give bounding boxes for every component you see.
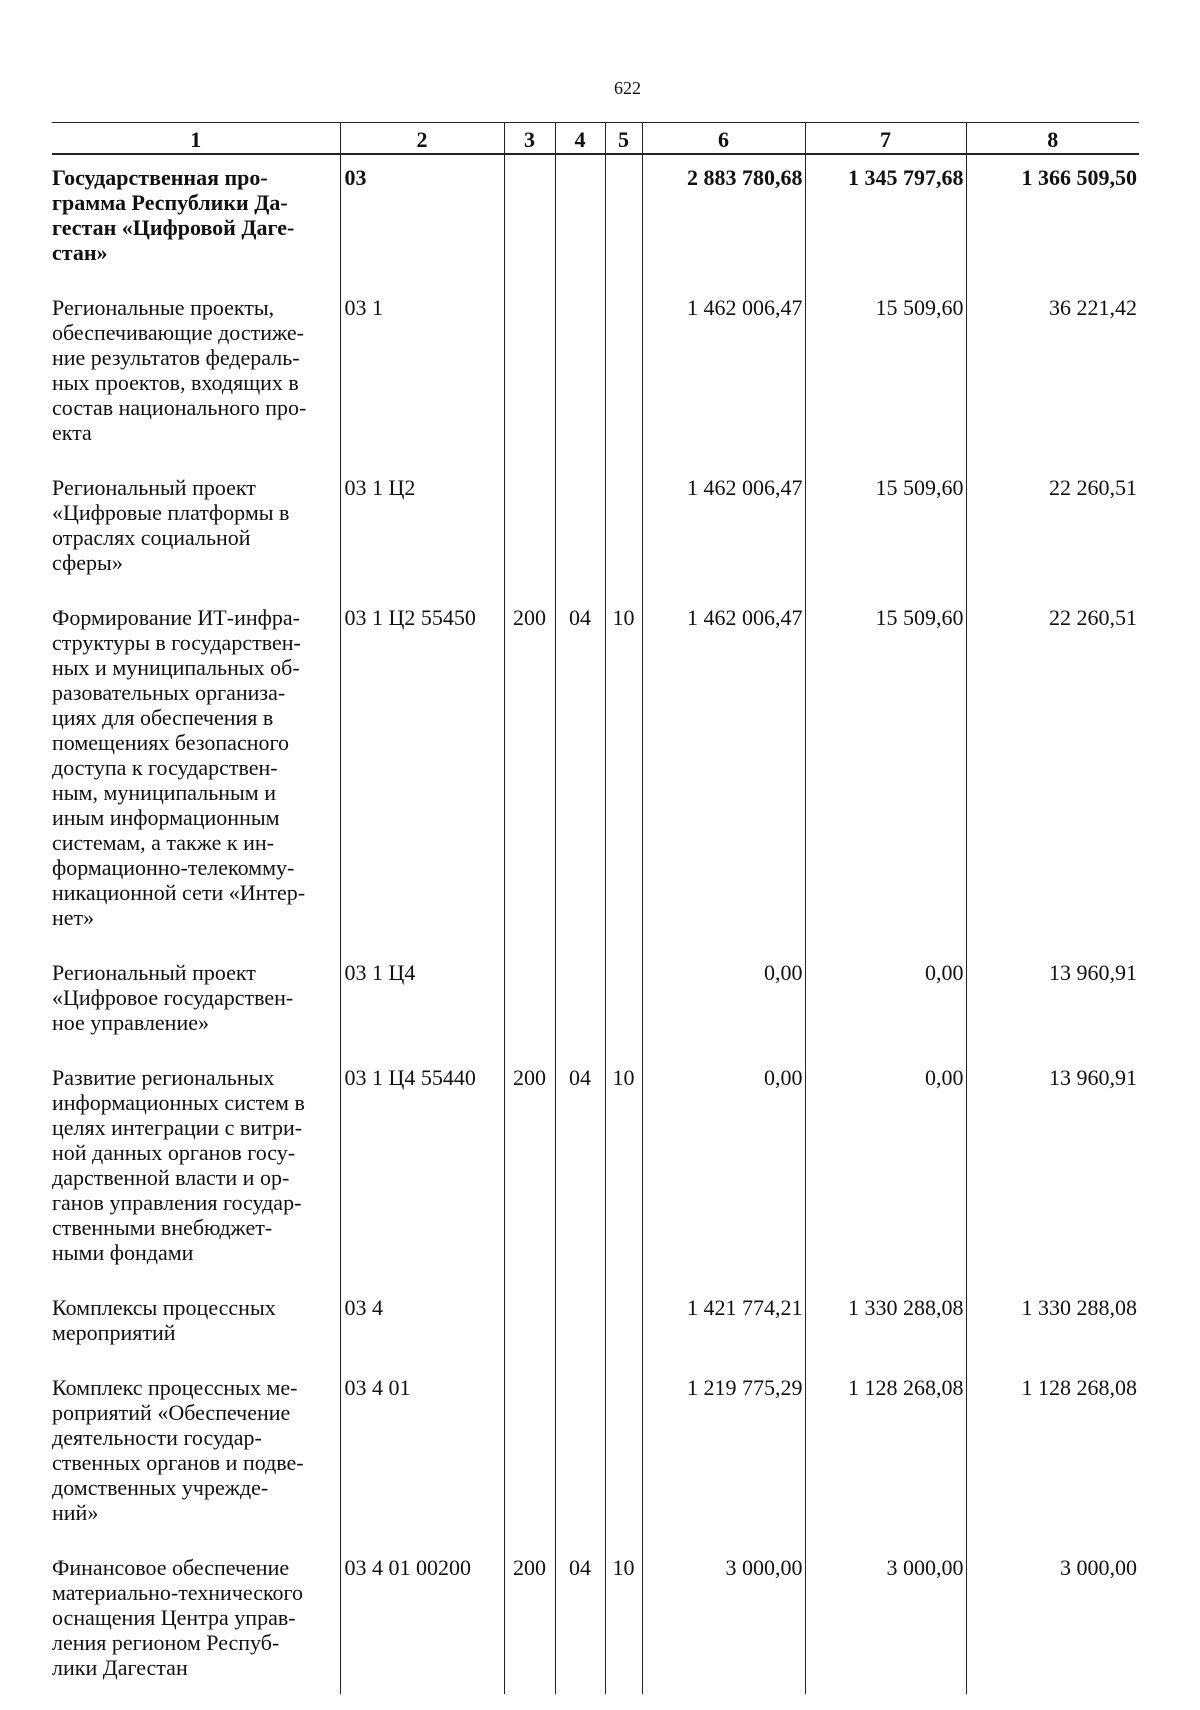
amount-col-8: 22 260,51 (966, 465, 1139, 595)
column-header: 7 (805, 123, 966, 155)
subsection-code (605, 465, 642, 595)
item-name: Комплекс процессных ме- роприятий «Обеспечение деятельности государ- ственных органов и подве- домственных учрежде- ний» (52, 1375, 304, 1525)
item-name: Региональный проект «Цифровые платформы в отраслях социальной сферы» (52, 475, 290, 575)
item-name: Региональные проекты, обеспечивающие достиже- ние результатов федераль- ных проектов, входящих в состав национального про- екта (52, 295, 307, 445)
table-row (52, 1545, 1139, 1694)
subsection-code (605, 950, 642, 1055)
amount-col-8: 1 366 509,50 (966, 154, 1139, 285)
amount-col-8: 22 260,51 (966, 595, 1139, 950)
subsection-code (605, 1285, 642, 1365)
expense-type-code (504, 950, 555, 1055)
amount-col-6: 1 219 775,29 (642, 1365, 805, 1545)
amount-col-7: 15 509,60 (805, 285, 966, 465)
section-code (555, 1285, 605, 1365)
table-row (52, 595, 1139, 950)
subsection-code: 10 (605, 1545, 642, 1694)
amount-col-6: 1 462 006,47 (642, 595, 805, 950)
table-row (52, 1055, 1139, 1285)
amount-col-7: 3 000,00 (805, 1545, 966, 1694)
amount-col-8: 3 000,00 (966, 1545, 1139, 1694)
expense-type-code (504, 154, 555, 285)
table-row (52, 950, 1139, 1055)
subsection-code (605, 154, 642, 285)
expense-type-code (504, 465, 555, 595)
item-name: Финансовое обеспечение материально-технического оснащения Центра управ- ления регионом Респуб- лики Дагестан (52, 1555, 304, 1680)
item-code: 03 4 (340, 1285, 504, 1365)
page-number: 622 (614, 78, 641, 98)
column-header: 6 (642, 123, 805, 155)
amount-col-7: 15 509,60 (805, 465, 966, 595)
subsection-code: 10 (605, 595, 642, 950)
item-name: Комплексы процессных мероприятий (52, 1295, 276, 1345)
amount-col-6: 1 462 006,47 (642, 285, 805, 465)
column-header: 5 (605, 123, 642, 155)
table-row (52, 154, 1139, 285)
item-code: 03 (340, 154, 504, 285)
section-code: 04 (555, 1545, 605, 1694)
amount-col-7: 0,00 (805, 950, 966, 1055)
item-code: 03 1 (340, 285, 504, 465)
column-header: 1 (52, 123, 340, 155)
amount-col-7: 0,00 (805, 1055, 966, 1285)
item-code: 03 1 Ц2 (340, 465, 504, 595)
item-name: Формирование ИТ-инфра- структуры в государствен- ных и муниципальных об- разовательных организа- циях для обеспечения в помещениях безопасного доступа к государствен- ным, муниципальным и иным информационным системам, а также к ин- формационно-телекомму- никационной сети «Интер- нет» (52, 605, 306, 930)
item-name: Государственная про- грамма Республики Да- гестан «Цифровой Даге- стан» (52, 165, 295, 265)
amount-col-6: 1 462 006,47 (642, 465, 805, 595)
amount-col-8: 13 960,91 (966, 1055, 1139, 1285)
amount-col-8: 1 330 288,08 (966, 1285, 1139, 1365)
section-code (555, 465, 605, 595)
header-row (52, 123, 1139, 155)
subsection-code: 10 (605, 1055, 642, 1285)
subsection-code (605, 1365, 642, 1545)
expense-type-code: 200 (504, 1545, 555, 1694)
column-header: 4 (555, 123, 605, 155)
section-code (555, 285, 605, 465)
section-code (555, 950, 605, 1055)
item-code: 03 4 01 00200 (340, 1545, 504, 1694)
amount-col-8: 13 960,91 (966, 950, 1139, 1055)
amount-col-7: 15 509,60 (805, 595, 966, 950)
expense-type-code (504, 1285, 555, 1365)
amount-col-6: 2 883 780,68 (642, 154, 805, 285)
column-header: 3 (504, 123, 555, 155)
item-code: 03 1 Ц4 (340, 950, 504, 1055)
amount-col-6: 0,00 (642, 1055, 805, 1285)
table-row (52, 285, 1139, 465)
item-code: 03 1 Ц2 55450 (340, 595, 504, 950)
column-header: 8 (966, 123, 1139, 155)
amount-col-6: 0,00 (642, 950, 805, 1055)
table-row (52, 1365, 1139, 1545)
section-code (555, 1365, 605, 1545)
amount-col-6: 3 000,00 (642, 1545, 805, 1694)
amount-col-7: 1 128 268,08 (805, 1365, 966, 1545)
item-name: Развитие региональных информационных систем в целях интеграции с витри- ной данных органов госу- дарственной власти и ор- ганов управления государ- ственными внебюджет- ными фондами (52, 1065, 305, 1265)
expense-type-code (504, 1365, 555, 1545)
amount-col-6: 1 421 774,21 (642, 1285, 805, 1365)
expense-type-code: 200 (504, 1055, 555, 1285)
table-row (52, 1285, 1139, 1365)
section-code: 04 (555, 1055, 605, 1285)
expense-type-code (504, 285, 555, 465)
column-header: 2 (340, 123, 504, 155)
budget-table (52, 122, 1139, 1694)
amount-col-8: 36 221,42 (966, 285, 1139, 465)
subsection-code (605, 285, 642, 465)
section-code (555, 154, 605, 285)
item-code: 03 4 01 (340, 1365, 504, 1545)
item-name: Региональный проект «Цифровое государствен- ное управление» (52, 960, 294, 1035)
section-code: 04 (555, 595, 605, 950)
amount-col-7: 1 330 288,08 (805, 1285, 966, 1365)
amount-col-7: 1 345 797,68 (805, 154, 966, 285)
table-row (52, 465, 1139, 595)
table-body (52, 154, 1139, 1694)
amount-col-8: 1 128 268,08 (966, 1365, 1139, 1545)
expense-type-code: 200 (504, 595, 555, 950)
item-code: 03 1 Ц4 55440 (340, 1055, 504, 1285)
